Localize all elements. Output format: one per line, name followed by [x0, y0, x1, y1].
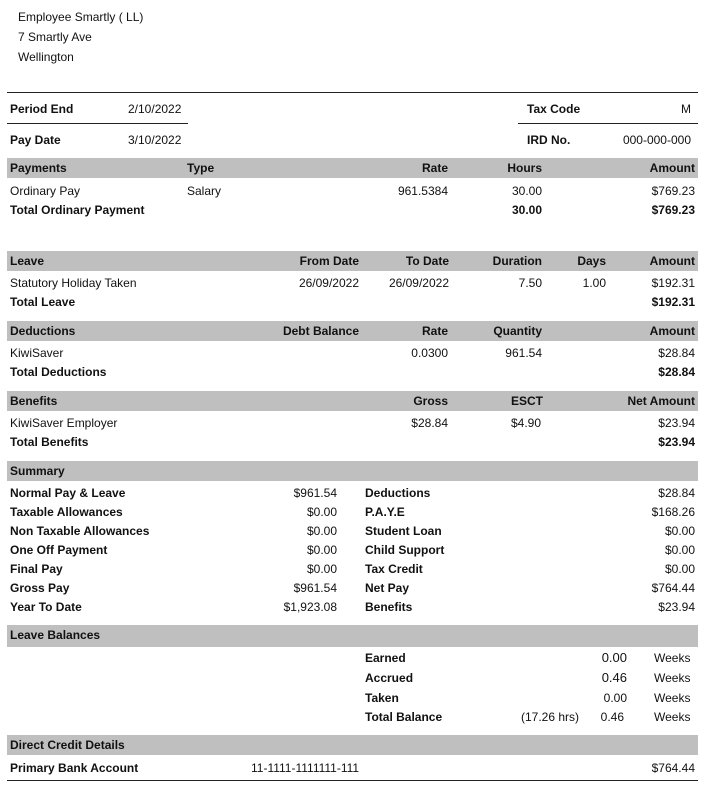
ird-value: 000-000-000 — [622, 133, 691, 147]
leave-title: Leave — [10, 254, 45, 268]
benefits-net-header: Net Amount — [627, 394, 695, 408]
leave-row-to: 26/09/2022 — [388, 276, 449, 290]
summary-right-label: Student Loan — [365, 524, 442, 538]
bottom-rule — [7, 780, 698, 781]
leave-balance-label: Taken — [365, 691, 399, 705]
payments-amount-header: Amount — [649, 161, 695, 175]
deductions-row-name: KiwiSaver — [10, 346, 64, 360]
tax-code-rule — [518, 123, 698, 124]
summary-right-value: $168.26 — [651, 505, 695, 519]
summary-right-label: P.A.Y.E — [365, 505, 405, 519]
summary-left-label: Gross Pay — [10, 581, 70, 595]
benefits-gross-header: Gross — [413, 394, 448, 408]
pay-date-value: 3/10/2022 — [128, 133, 182, 147]
summary-left-value: $1,923.08 — [283, 600, 337, 614]
summary-right-value: $28.84 — [658, 486, 695, 500]
deductions-row-rate: 0.0300 — [411, 346, 448, 360]
leave-amount-header: Amount — [649, 254, 695, 268]
payments-row-type: Salary — [187, 184, 222, 198]
summary-right-value: $0.00 — [664, 524, 695, 538]
summary-left-value: $0.00 — [306, 524, 337, 538]
leave-row-days: 1.00 — [582, 276, 606, 290]
benefits-row-gross: $28.84 — [411, 416, 448, 430]
summary-right-label: Child Support — [365, 543, 445, 557]
leave-row-name: Statutory Holiday Taken — [10, 276, 137, 290]
deductions-row-quantity: 961.54 — [505, 346, 542, 360]
leave-balance-unit: Weeks — [654, 671, 691, 685]
leave-balance-value: 0.46 — [601, 670, 627, 685]
pay-date-label: Pay Date — [10, 133, 61, 147]
leave-from-header: From Date — [299, 254, 359, 268]
payments-row-amount: $769.23 — [651, 184, 695, 198]
leave-balance-label: Accrued — [365, 671, 414, 685]
benefits-row-net: $23.94 — [658, 416, 695, 430]
benefits-row-name: KiwiSaver Employer — [10, 416, 118, 430]
summary-right-label: Net Pay — [365, 581, 410, 595]
leave-days-header: Days — [577, 254, 606, 268]
summary-right-label: Tax Credit — [365, 562, 423, 576]
employer-address: 7 Smartly Ave — [18, 30, 92, 44]
payments-row-rate: 961.5384 — [397, 184, 448, 198]
bank-account-label: Primary Bank Account — [10, 761, 139, 775]
payments-hours-header: Hours — [507, 161, 542, 175]
summary-title: Summary — [10, 464, 65, 478]
period-end-label: Period End — [10, 102, 74, 116]
tax-code-value: M — [681, 102, 691, 116]
period-end-rule — [7, 123, 188, 124]
payments-total-hours: 30.00 — [511, 203, 542, 217]
leave-total-label: Total Leave — [10, 295, 76, 309]
summary-left-value: $961.54 — [293, 581, 337, 595]
summary-left-value: $0.00 — [306, 505, 337, 519]
deductions-total-label: Total Deductions — [10, 365, 107, 379]
summary-right-value: $0.00 — [664, 562, 695, 576]
employer-city: Wellington — [18, 50, 74, 64]
benefits-total-label: Total Benefits — [10, 435, 89, 449]
deductions-rate-header: Rate — [421, 324, 448, 338]
summary-left-label: Normal Pay & Leave — [10, 486, 126, 500]
leave-row-duration: 7.50 — [518, 276, 542, 290]
benefits-row-esct: $4.90 — [511, 416, 542, 430]
net-pay-credit-amount: $764.44 — [651, 761, 695, 775]
leave-duration-header: Duration — [492, 254, 542, 268]
tax-code-label: Tax Code — [527, 102, 581, 116]
summary-left-label: Final Pay — [10, 562, 63, 576]
leave-balance-unit: Weeks — [654, 651, 691, 665]
benefits-title: Benefits — [10, 394, 58, 408]
leave-balances-header-band — [7, 625, 698, 647]
payments-total-label: Total Ordinary Payment — [10, 203, 145, 217]
deductions-total-amount: $28.84 — [658, 365, 695, 379]
leave-balance-value: 0.46 — [600, 710, 624, 724]
summary-right-value: $0.00 — [664, 543, 695, 557]
payments-row-hours: 30.00 — [511, 184, 542, 198]
leave-balance-unit: Weeks — [654, 691, 691, 705]
summary-right-value: $23.94 — [658, 600, 695, 614]
payments-total-amount: $769.23 — [651, 203, 695, 217]
deductions-quantity-header: Quantity — [493, 324, 542, 338]
leave-to-header: To Date — [405, 254, 449, 268]
deductions-debt-header: Debt Balance — [282, 324, 359, 338]
summary-right-label: Deductions — [365, 486, 431, 500]
summary-left-value: $0.00 — [306, 543, 337, 557]
leave-balance-label: Earned — [365, 651, 406, 665]
leave-total-amount: $192.31 — [651, 295, 695, 309]
leave-balance-value: 0.00 — [603, 691, 627, 705]
leave-balances-title: Leave Balances — [10, 628, 101, 642]
ird-label: IRD No. — [527, 133, 571, 147]
benefits-esct-header: ESCT — [511, 394, 544, 408]
leave-balance-label: Total Balance — [365, 710, 443, 724]
payments-row-name: Ordinary Pay — [10, 184, 81, 198]
summary-right-value: $764.44 — [651, 581, 695, 595]
header-top-rule — [7, 92, 698, 93]
summary-left-label: Taxable Allowances — [10, 505, 123, 519]
summary-left-label: One Off Payment — [10, 543, 108, 557]
summary-left-value: $0.00 — [306, 562, 337, 576]
leave-row-from: 26/09/2022 — [298, 276, 359, 290]
summary-header-band — [7, 461, 698, 481]
deductions-row-amount: $28.84 — [658, 346, 695, 360]
period-end-value: 2/10/2022 — [128, 102, 182, 116]
leave-balance-unit: Weeks — [654, 710, 691, 724]
payments-title: Payments — [10, 161, 67, 175]
summary-right-label: Benefits — [365, 600, 413, 614]
employer-name: Employee Smartly ( LL) — [18, 10, 144, 24]
summary-left-value: $961.54 — [293, 486, 337, 500]
leave-balance-value: 0.00 — [601, 650, 627, 665]
leave-balance-hours: (17.26 hrs) — [520, 710, 579, 724]
deductions-title: Deductions — [10, 324, 76, 338]
summary-left-label: Year To Date — [10, 600, 82, 614]
direct-credit-title: Direct Credit Details — [10, 738, 125, 752]
summary-left-label: Non Taxable Allowances — [10, 524, 150, 538]
deductions-amount-header: Amount — [649, 324, 695, 338]
benefits-total-net: $23.94 — [658, 435, 695, 449]
leave-row-amount: $192.31 — [651, 276, 695, 290]
payments-rate-header: Rate — [421, 161, 448, 175]
bank-account-number: 11-1111-1111111-111 — [251, 761, 360, 775]
payments-type-header: Type — [187, 161, 215, 175]
